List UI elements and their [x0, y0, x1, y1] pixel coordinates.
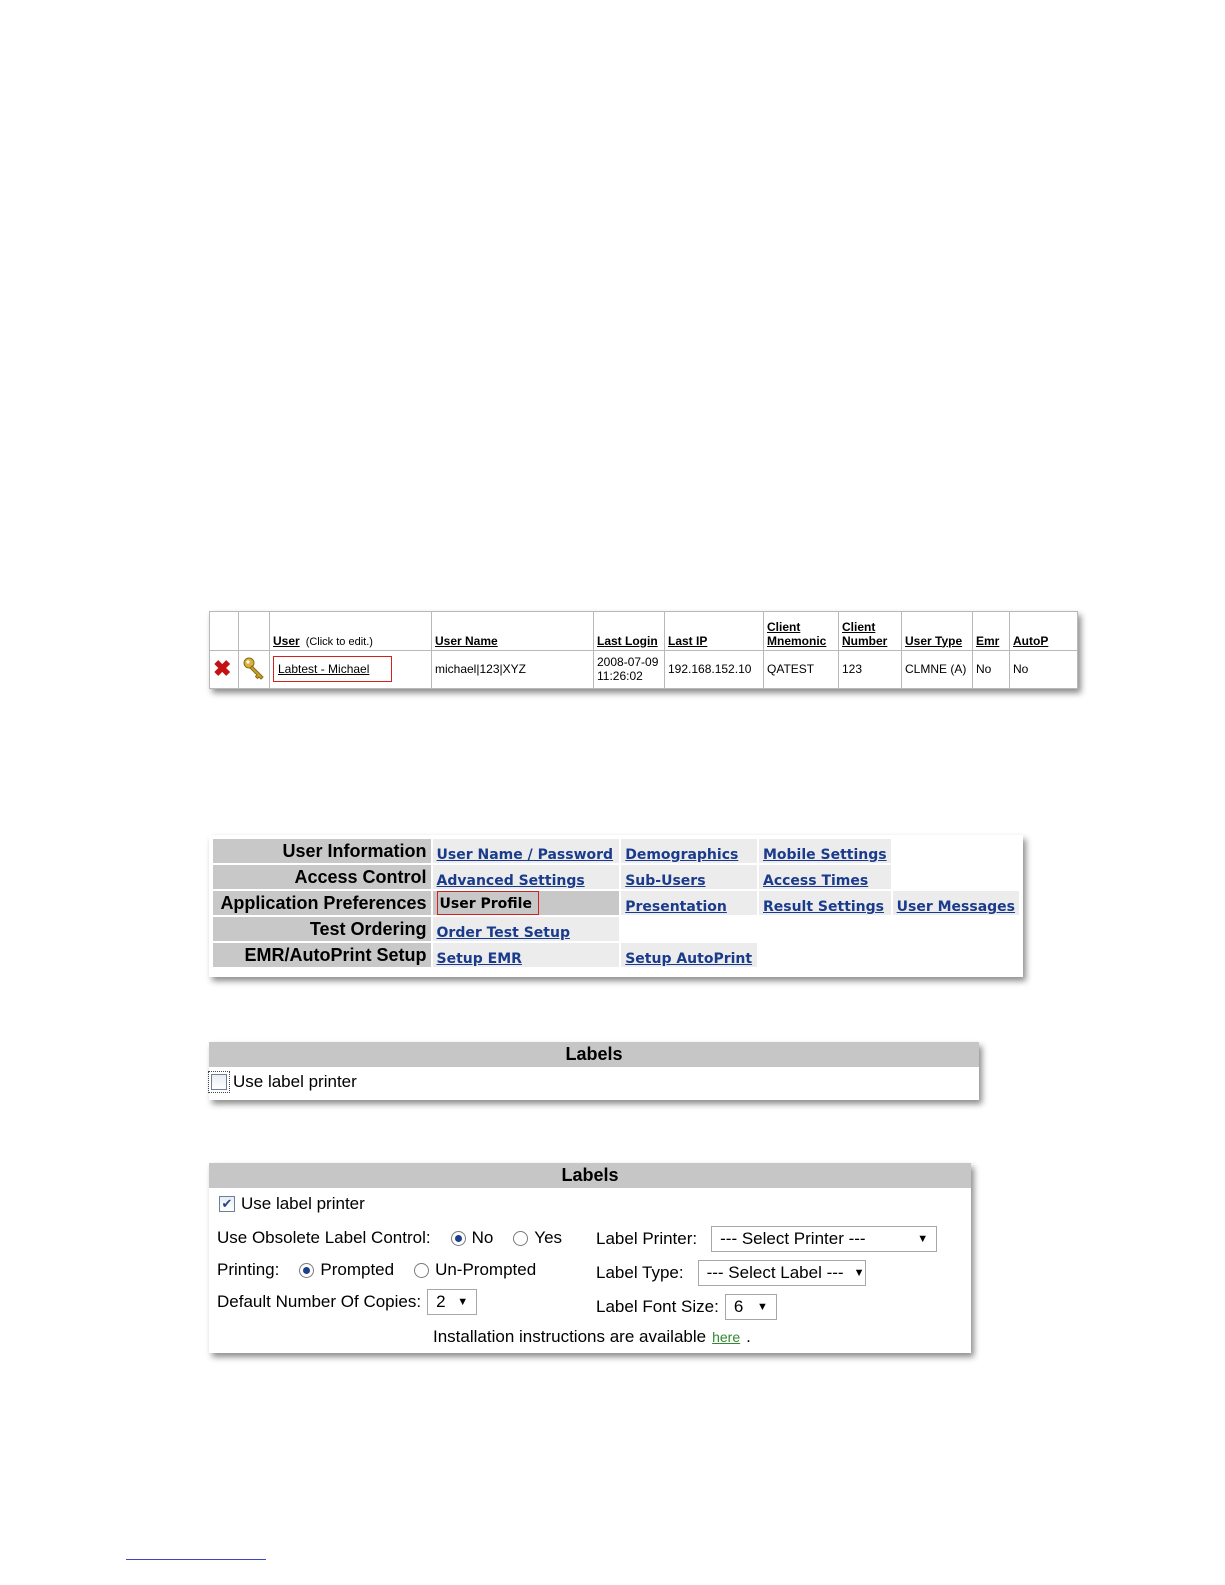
printing-unprompted-radio[interactable]: [414, 1263, 429, 1278]
use-label-printer-checkbox-checked[interactable]: ✔: [219, 1196, 235, 1212]
last-ip-cell: 192.168.152.10: [665, 650, 764, 689]
label-printer-select[interactable]: [711, 1226, 937, 1252]
labels-panel-collapsed: [209, 1042, 979, 1100]
obsolete-yes-radio[interactable]: [513, 1231, 528, 1246]
client-number-cell: 123: [839, 650, 902, 689]
label-type-select[interactable]: [698, 1260, 866, 1286]
default-copies-value: 2: [436, 1292, 446, 1311]
use-label-printer-row[interactable]: [209, 1067, 979, 1092]
obsolete-label-control-label: Use Obsolete Label Control:: [217, 1228, 431, 1247]
edit-cell[interactable]: [239, 650, 270, 689]
header-emr[interactable]: [973, 612, 1010, 651]
nav-empty: [893, 865, 1019, 889]
nav-link-presentation[interactable]: Presentation: [625, 899, 727, 915]
header-emr-link[interactable]: Emr: [976, 633, 1000, 648]
users-table-panel: [209, 611, 1078, 689]
users-table-header: [210, 612, 1078, 651]
nav-label-user-information: User Information: [213, 839, 431, 863]
nav-row-test-ordering: [213, 917, 1019, 941]
nav-link-result-settings[interactable]: Result Settings: [762, 899, 885, 915]
autop-cell: No: [1010, 650, 1078, 689]
nav-row-emr-autoprint: [213, 943, 1019, 967]
settings-nav: [211, 837, 1021, 969]
header-user-link[interactable]: User: [273, 633, 300, 648]
user-type-cell: CLMNE (A): [902, 650, 973, 689]
obsolete-no-radio[interactable]: [451, 1231, 466, 1246]
nav-cell[interactable]: [621, 943, 757, 967]
nav-link-user-messages[interactable]: User Messages: [896, 899, 1015, 915]
nav-link-setup-emr[interactable]: Setup EMR: [436, 951, 522, 967]
obsolete-no-label: No: [471, 1228, 494, 1247]
nav-cell[interactable]: [621, 891, 757, 915]
obsolete-yes-label: Yes: [534, 1228, 563, 1247]
header-user-type[interactable]: [902, 612, 973, 651]
install-here-link[interactable]: here: [712, 1329, 741, 1345]
nav-row-access-control: [213, 865, 1019, 889]
header-empty-1: [210, 612, 239, 651]
nav-empty: [893, 839, 1019, 863]
printing-unprompted-label: Un-Prompted: [435, 1260, 537, 1279]
label-font-size-value: 6: [733, 1297, 744, 1316]
label-printer-row: [596, 1226, 937, 1252]
header-user-name[interactable]: [432, 612, 594, 651]
header-last-ip-link[interactable]: Last IP: [668, 633, 708, 648]
label-type-value: --- Select Label ---: [706, 1263, 844, 1282]
nav-row-application-preferences: [213, 891, 1019, 915]
header-last-login-link[interactable]: Last Login: [597, 633, 658, 648]
header-last-login[interactable]: [594, 612, 665, 651]
install-instructions-text: Installation instructions are available: [433, 1327, 707, 1346]
nav-empty: [893, 943, 1019, 967]
user-name-cell: michael|123|XYZ: [432, 650, 594, 689]
nav-empty: [893, 917, 1019, 941]
active-highlight-box: [437, 891, 539, 915]
label-printer-label: Label Printer:: [596, 1229, 698, 1248]
header-last-ip[interactable]: [665, 612, 764, 651]
obsolete-label-control-row: [217, 1228, 562, 1248]
nav-link-user-name-password[interactable]: User Name / Password: [436, 847, 614, 863]
install-instructions-row: [433, 1327, 751, 1347]
nav-link-sub-users[interactable]: Sub-Users: [625, 873, 706, 889]
nav-link-advanced-settings[interactable]: Advanced Settings: [436, 873, 585, 889]
footnote-rule: [126, 1559, 266, 1560]
key-icon[interactable]: [242, 656, 266, 680]
nav-cell[interactable]: [621, 865, 757, 889]
label-font-size-select[interactable]: [725, 1294, 777, 1320]
default-copies-row: [217, 1289, 477, 1315]
users-table: [209, 611, 1078, 689]
nav-cell[interactable]: [433, 943, 620, 967]
use-label-printer-row[interactable]: [219, 1194, 365, 1214]
printing-prompted-label: Prompted: [320, 1260, 395, 1279]
label-font-size-row: [596, 1294, 777, 1320]
emr-cell: No: [973, 650, 1010, 689]
nav-cell[interactable]: [433, 917, 620, 941]
label-font-size-label: Label Font Size:: [596, 1297, 719, 1316]
nav-link-demographics[interactable]: Demographics: [625, 847, 739, 863]
nav-cell-active[interactable]: [433, 891, 620, 915]
nav-cell[interactable]: [621, 839, 757, 863]
chevron-down-icon: ▼: [917, 1233, 929, 1245]
table-row: [210, 650, 1078, 689]
nav-empty: [621, 917, 757, 941]
nav-cell[interactable]: [893, 891, 1019, 915]
default-copies-label: Default Number Of Copies:: [217, 1292, 422, 1311]
user-cell[interactable]: [270, 650, 432, 689]
labels-body: [209, 1188, 971, 1353]
chevron-down-icon: ▼: [756, 1301, 768, 1313]
nav-cell[interactable]: [433, 865, 620, 889]
nav-cell[interactable]: [759, 865, 891, 889]
nav-label-test-ordering: Test Ordering: [213, 917, 431, 941]
use-label-printer-checkbox[interactable]: [211, 1074, 227, 1090]
nav-link-user-profile[interactable]: User Profile: [439, 896, 532, 912]
nav-cell[interactable]: [433, 839, 620, 863]
nav-link-access-times[interactable]: Access Times: [762, 873, 869, 889]
default-copies-select[interactable]: [427, 1289, 477, 1315]
header-user-hint: (Click to edit.): [305, 635, 373, 648]
label-type-row: [596, 1260, 866, 1286]
settings-nav-panel: [209, 835, 1023, 977]
nav-label-application-preferences: Application Preferences: [213, 891, 431, 915]
nav-cell[interactable]: [759, 839, 891, 863]
nav-label-emr-autoprint: EMR/AutoPrint Setup: [213, 943, 431, 967]
delete-cell[interactable]: [210, 650, 239, 689]
printing-label: Printing:: [217, 1260, 280, 1279]
header-user[interactable]: [270, 612, 432, 651]
header-autop-link[interactable]: AutoP: [1013, 633, 1049, 648]
label-printer-value: --- Select Printer ---: [720, 1229, 866, 1248]
header-user-type-link[interactable]: User Type: [905, 633, 963, 648]
printing-row: [217, 1260, 536, 1280]
chevron-down-icon: ▼: [853, 1267, 865, 1279]
nav-link-order-test-setup[interactable]: Order Test Setup: [436, 925, 570, 941]
client-mnemonic-cell: QATEST: [764, 650, 839, 689]
header-empty-2: [239, 612, 270, 651]
delete-x-icon[interactable]: ✖: [213, 656, 232, 682]
label-type-label: Label Type:: [596, 1263, 684, 1282]
nav-link-setup-autoprint[interactable]: Setup AutoPrint: [625, 951, 753, 967]
header-client-mnemonic[interactable]: [764, 612, 839, 651]
last-login-cell: 2008-07-09 11:26:02: [594, 650, 665, 689]
user-link[interactable]: Labtest - Michael: [273, 656, 392, 682]
labels-title: Labels: [209, 1163, 971, 1188]
header-client-number[interactable]: [839, 612, 902, 651]
use-label-printer-label: Use label printer: [233, 1072, 357, 1091]
nav-empty: [759, 917, 891, 941]
use-label-printer-label: Use label printer: [241, 1194, 365, 1213]
header-client-number-link[interactable]: Client Number: [842, 619, 888, 648]
chevron-down-icon: ▼: [457, 1296, 469, 1308]
install-suffix: .: [746, 1327, 751, 1346]
header-autop[interactable]: [1010, 612, 1078, 651]
labels-panel-expanded: [209, 1163, 971, 1353]
printing-prompted-radio[interactable]: [299, 1263, 314, 1278]
nav-row-user-information: [213, 839, 1019, 863]
header-user-name-link[interactable]: User Name: [435, 633, 498, 648]
nav-empty: [759, 943, 891, 967]
header-client-mnemonic-link[interactable]: Client Mnemonic: [767, 619, 827, 648]
nav-cell[interactable]: [759, 891, 891, 915]
labels-title: Labels: [209, 1042, 979, 1067]
nav-label-access-control: Access Control: [213, 865, 431, 889]
nav-link-mobile-settings[interactable]: Mobile Settings: [762, 847, 887, 863]
